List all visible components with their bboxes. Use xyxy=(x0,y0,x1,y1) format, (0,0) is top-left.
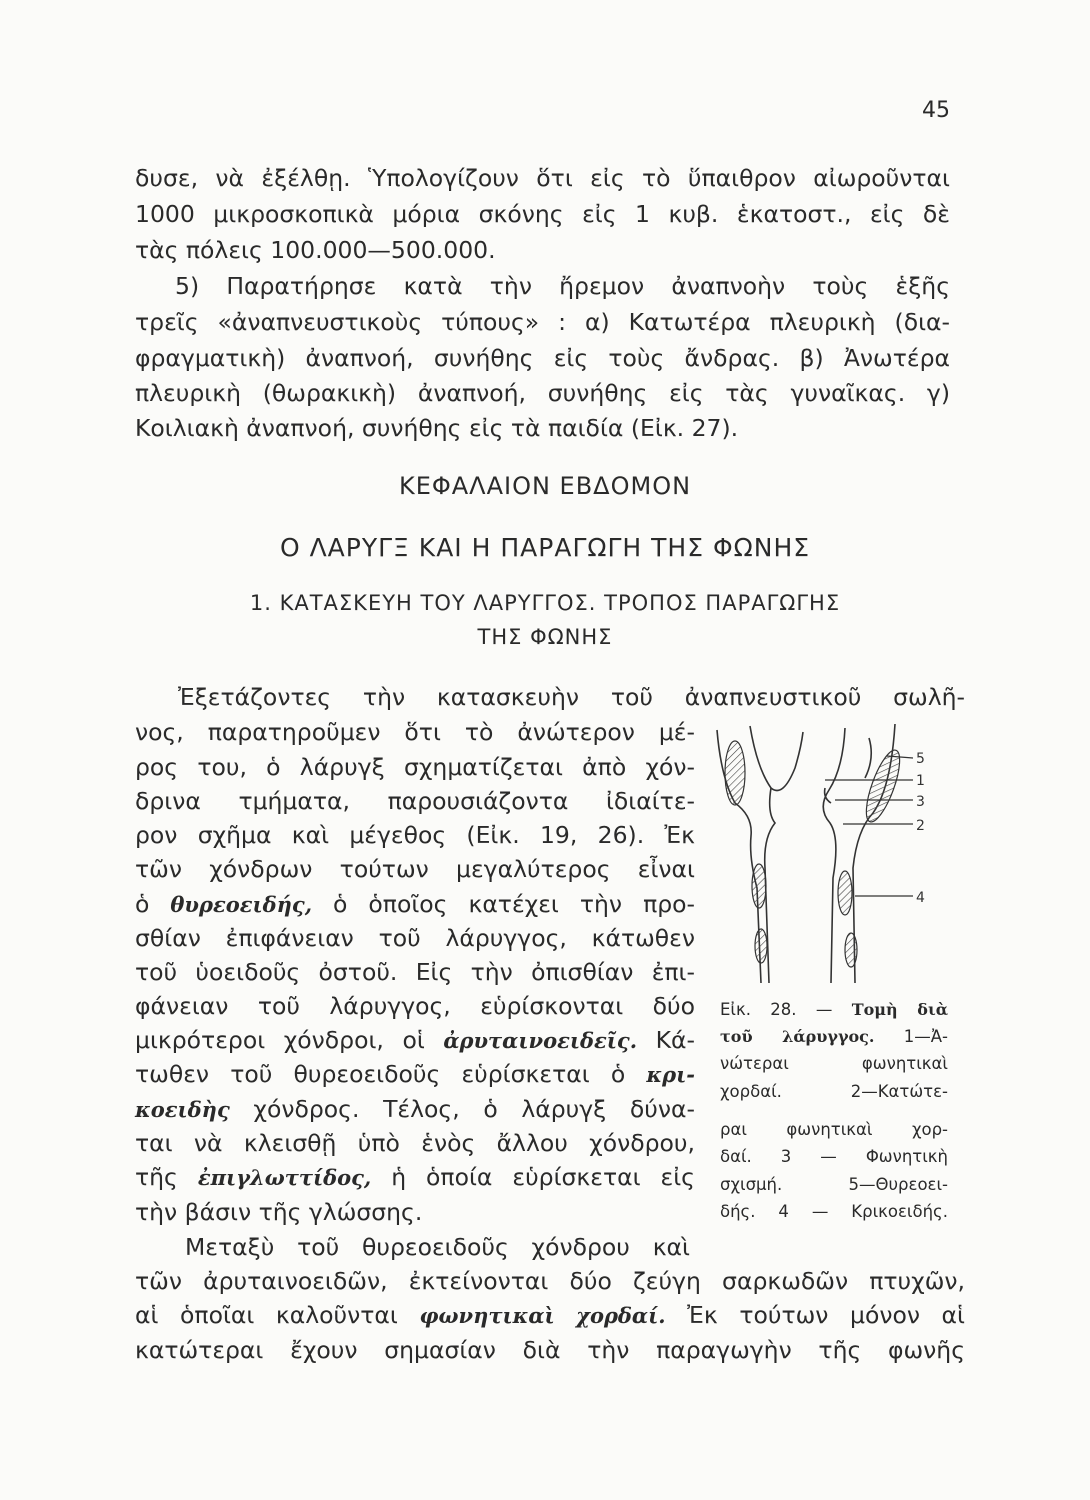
text-line xyxy=(135,1059,695,1090)
caption-line: ραι φωνητικαὶ χορ- xyxy=(720,1120,948,1139)
text-run: ὁ xyxy=(135,890,150,918)
larynx-section-drawing xyxy=(705,718,955,988)
caption-line: νώτεραι φωνητικαὶ xyxy=(720,1054,948,1073)
term-cricoid: κρι- xyxy=(646,1062,695,1087)
text-line: σθίαν ἐπιφάνειαν τοῦ λάρυγγος, κάτωθεν xyxy=(135,924,695,952)
term-vocal-cords: φωνητικαὶ χορδαί. xyxy=(419,1303,666,1328)
text-line: τρεῖς «ἀναπνευστικοὺς τύπους» : α) Κατωτέρα πλευρικὴ (δια- xyxy=(135,308,950,336)
text-line xyxy=(135,889,695,920)
thyroid-cartilage-right xyxy=(860,747,907,826)
term-cricoid-cont: κοειδὴς xyxy=(135,1097,230,1122)
text-run: Κά- xyxy=(655,1026,695,1054)
text-run: τωθεν τοῦ θυρεοειδοῦς εὑρίσκεται ὁ xyxy=(135,1060,626,1088)
text-run: χόνδρος. Τέλος, ὁ λάρυγξ δύνα- xyxy=(253,1095,695,1123)
text-run: τῆς xyxy=(135,1163,178,1191)
text-line: πλευρικὴ (θωρακικὴ) ἀναπνοή, συνήθης εἰς τὰς γυναῖκας. γ) xyxy=(135,379,950,407)
caption-line xyxy=(720,998,948,1021)
text-line: νος, παρατηροῦμεν ὅτι τὸ ἀνώτερον μέ- xyxy=(135,718,695,746)
text-line: 5) Παρατήρησε κατὰ τὴν ἤρεμον ἀναπνοὴν τοὺς ἑξῆς xyxy=(175,272,950,300)
caption-run: 1—Ἀ- xyxy=(903,1027,948,1046)
term-epiglottis: ἐπιγλωττίδος, xyxy=(197,1165,372,1190)
text-line: ρον σχῆμα καὶ μέγεθος (Εἰκ. 19, 26). Ἐκ xyxy=(135,821,695,849)
chapter-title: Ο ΛΑΡΥΓΞ ΚΑΙ Η ΠΑΡΑΓΩΓΗ ΤΗΣ ΦΩΝΗΣ xyxy=(279,533,811,562)
caption-line: δής. 4 — Κρικοειδής. xyxy=(720,1202,948,1221)
text-run: αἱ ὁποῖαι καλοῦνται xyxy=(135,1301,398,1329)
text-line: κατώτεραι ἔχουν σημασίαν διὰ τὴν παραγωγὴν τῆς φωνῆς xyxy=(135,1336,965,1364)
caption-title: Τομὴ διὰ xyxy=(851,1000,948,1019)
text-line: τὰς πόλεις 100.000—500.000. xyxy=(135,236,496,264)
text-line xyxy=(135,1300,965,1331)
thyroid-cartilage-left xyxy=(725,741,745,805)
larynx-figure xyxy=(705,718,955,988)
figure-label: 2 xyxy=(916,818,925,834)
text-line: ρος του, ὁ λάρυγξ σχηματίζεται ἀπὸ χόν- xyxy=(135,753,695,781)
figure-label: 5 xyxy=(916,751,925,767)
text-line: τῶν ἀρυταινοειδῶν, ἐκτείνονται δύο ζεύγη σαρκωδῶν πτυχῶν, xyxy=(135,1267,965,1295)
page-number: 45 xyxy=(922,98,950,123)
text-line: 1000 μικροσκοπικὰ μόρια σκόνης εἰς 1 κυβ. ἑκατοστ., εἰς δὲ xyxy=(135,200,950,228)
caption-line: δαί. 3 — Φωνητικὴ xyxy=(720,1147,948,1166)
text-line: Ἐξετάζοντες τὴν κατασκευὴν τοῦ ἀναπνευστικοῦ σωλῆ- xyxy=(178,683,965,711)
text-line: Κοιλιακὴ ἀναπνοή, συνήθης εἰς τὰ παιδία (Εἰκ. 27). xyxy=(135,414,739,442)
text-run: Ἐκ τούτων μόνον αἱ xyxy=(687,1301,966,1329)
cricoid-left xyxy=(752,864,766,908)
chapter-heading: ΚΕΦΑΛΑΙΟΝ ΕΒΔΟΜΟΝ xyxy=(398,472,692,500)
text-line: τοῦ ὑοειδοῦς ὀστοῦ. Εἰς τὴν ὀπισθίαν ἐπι- xyxy=(135,958,695,986)
text-line: ται νὰ κλεισθῇ ὑπὸ ἑνὸς ἄλλου χόνδρου, xyxy=(135,1129,695,1157)
text-line xyxy=(135,1162,695,1193)
text-line: φραγματικὴ) ἀναπνοή, συνήθης εἰς τοὺς ἄνδρας. β) Ἀνωτέρα xyxy=(135,344,950,372)
text-run: ἡ ὁποία εὑρίσκεται εἰς xyxy=(391,1163,695,1191)
figure-label: 4 xyxy=(916,890,925,906)
section-heading-cont: ΤΗΣ ΦΩΝΗΣ xyxy=(477,625,613,649)
text-run: μικρότεροι χόνδροι, οἱ xyxy=(135,1026,425,1054)
section-heading: 1. ΚΑΤΑΣΚΕΥΗ ΤΟΥ ΛΑΡΥΓΓΟΣ. ΤΡΟΠΟΣ ΠΑΡΑΓΩΓΗΣ xyxy=(249,591,841,615)
caption-line xyxy=(720,1025,948,1048)
text-line: φάνειαν τοῦ λάρυγγος, εὑρίσκονται δύο xyxy=(135,992,695,1020)
text-line xyxy=(135,1094,695,1125)
figure-label: 1 xyxy=(916,773,925,789)
text-line: τὴν βάσιν τῆς γλώσσης. xyxy=(135,1198,423,1226)
caption-line: χορδαί. 2—Κατώτε- xyxy=(720,1082,948,1101)
text-run: ὁ ὁποῖος κατέχει τὴν προ- xyxy=(333,890,695,918)
text-line xyxy=(135,1025,695,1056)
cricoid-right xyxy=(838,871,852,915)
text-line: δρινα τμήματα, παρουσιάζοντα ἰδιαίτε- xyxy=(135,787,695,815)
cricoid-left-lower xyxy=(755,929,767,963)
text-line: τῶν χόνδρων τούτων μεγαλύτερος εἶναι xyxy=(135,855,695,883)
text-line: Μεταξὺ τοῦ θυρεοειδοῦς χόνδρου καὶ xyxy=(185,1233,690,1261)
cricoid-right-lower xyxy=(845,933,857,967)
caption-title: τοῦ λάρυγγος. xyxy=(720,1027,875,1046)
caption-run: Εἰκ. 28. — xyxy=(720,1000,833,1019)
term-arytenoid: ἀρυταινοειδεῖς. xyxy=(443,1028,638,1053)
figure-label: 3 xyxy=(916,794,925,810)
term-thyroid: θυρεοειδής, xyxy=(170,892,313,917)
text-line: δυσε, νὰ ἐξέλθῃ. Ὑπολογίζουν ὅτι εἰς τὸ ὕπαιθρον αἰωροῦνται xyxy=(135,164,950,192)
caption-line: σχισμή. 5—Θυρεοει- xyxy=(720,1175,948,1194)
